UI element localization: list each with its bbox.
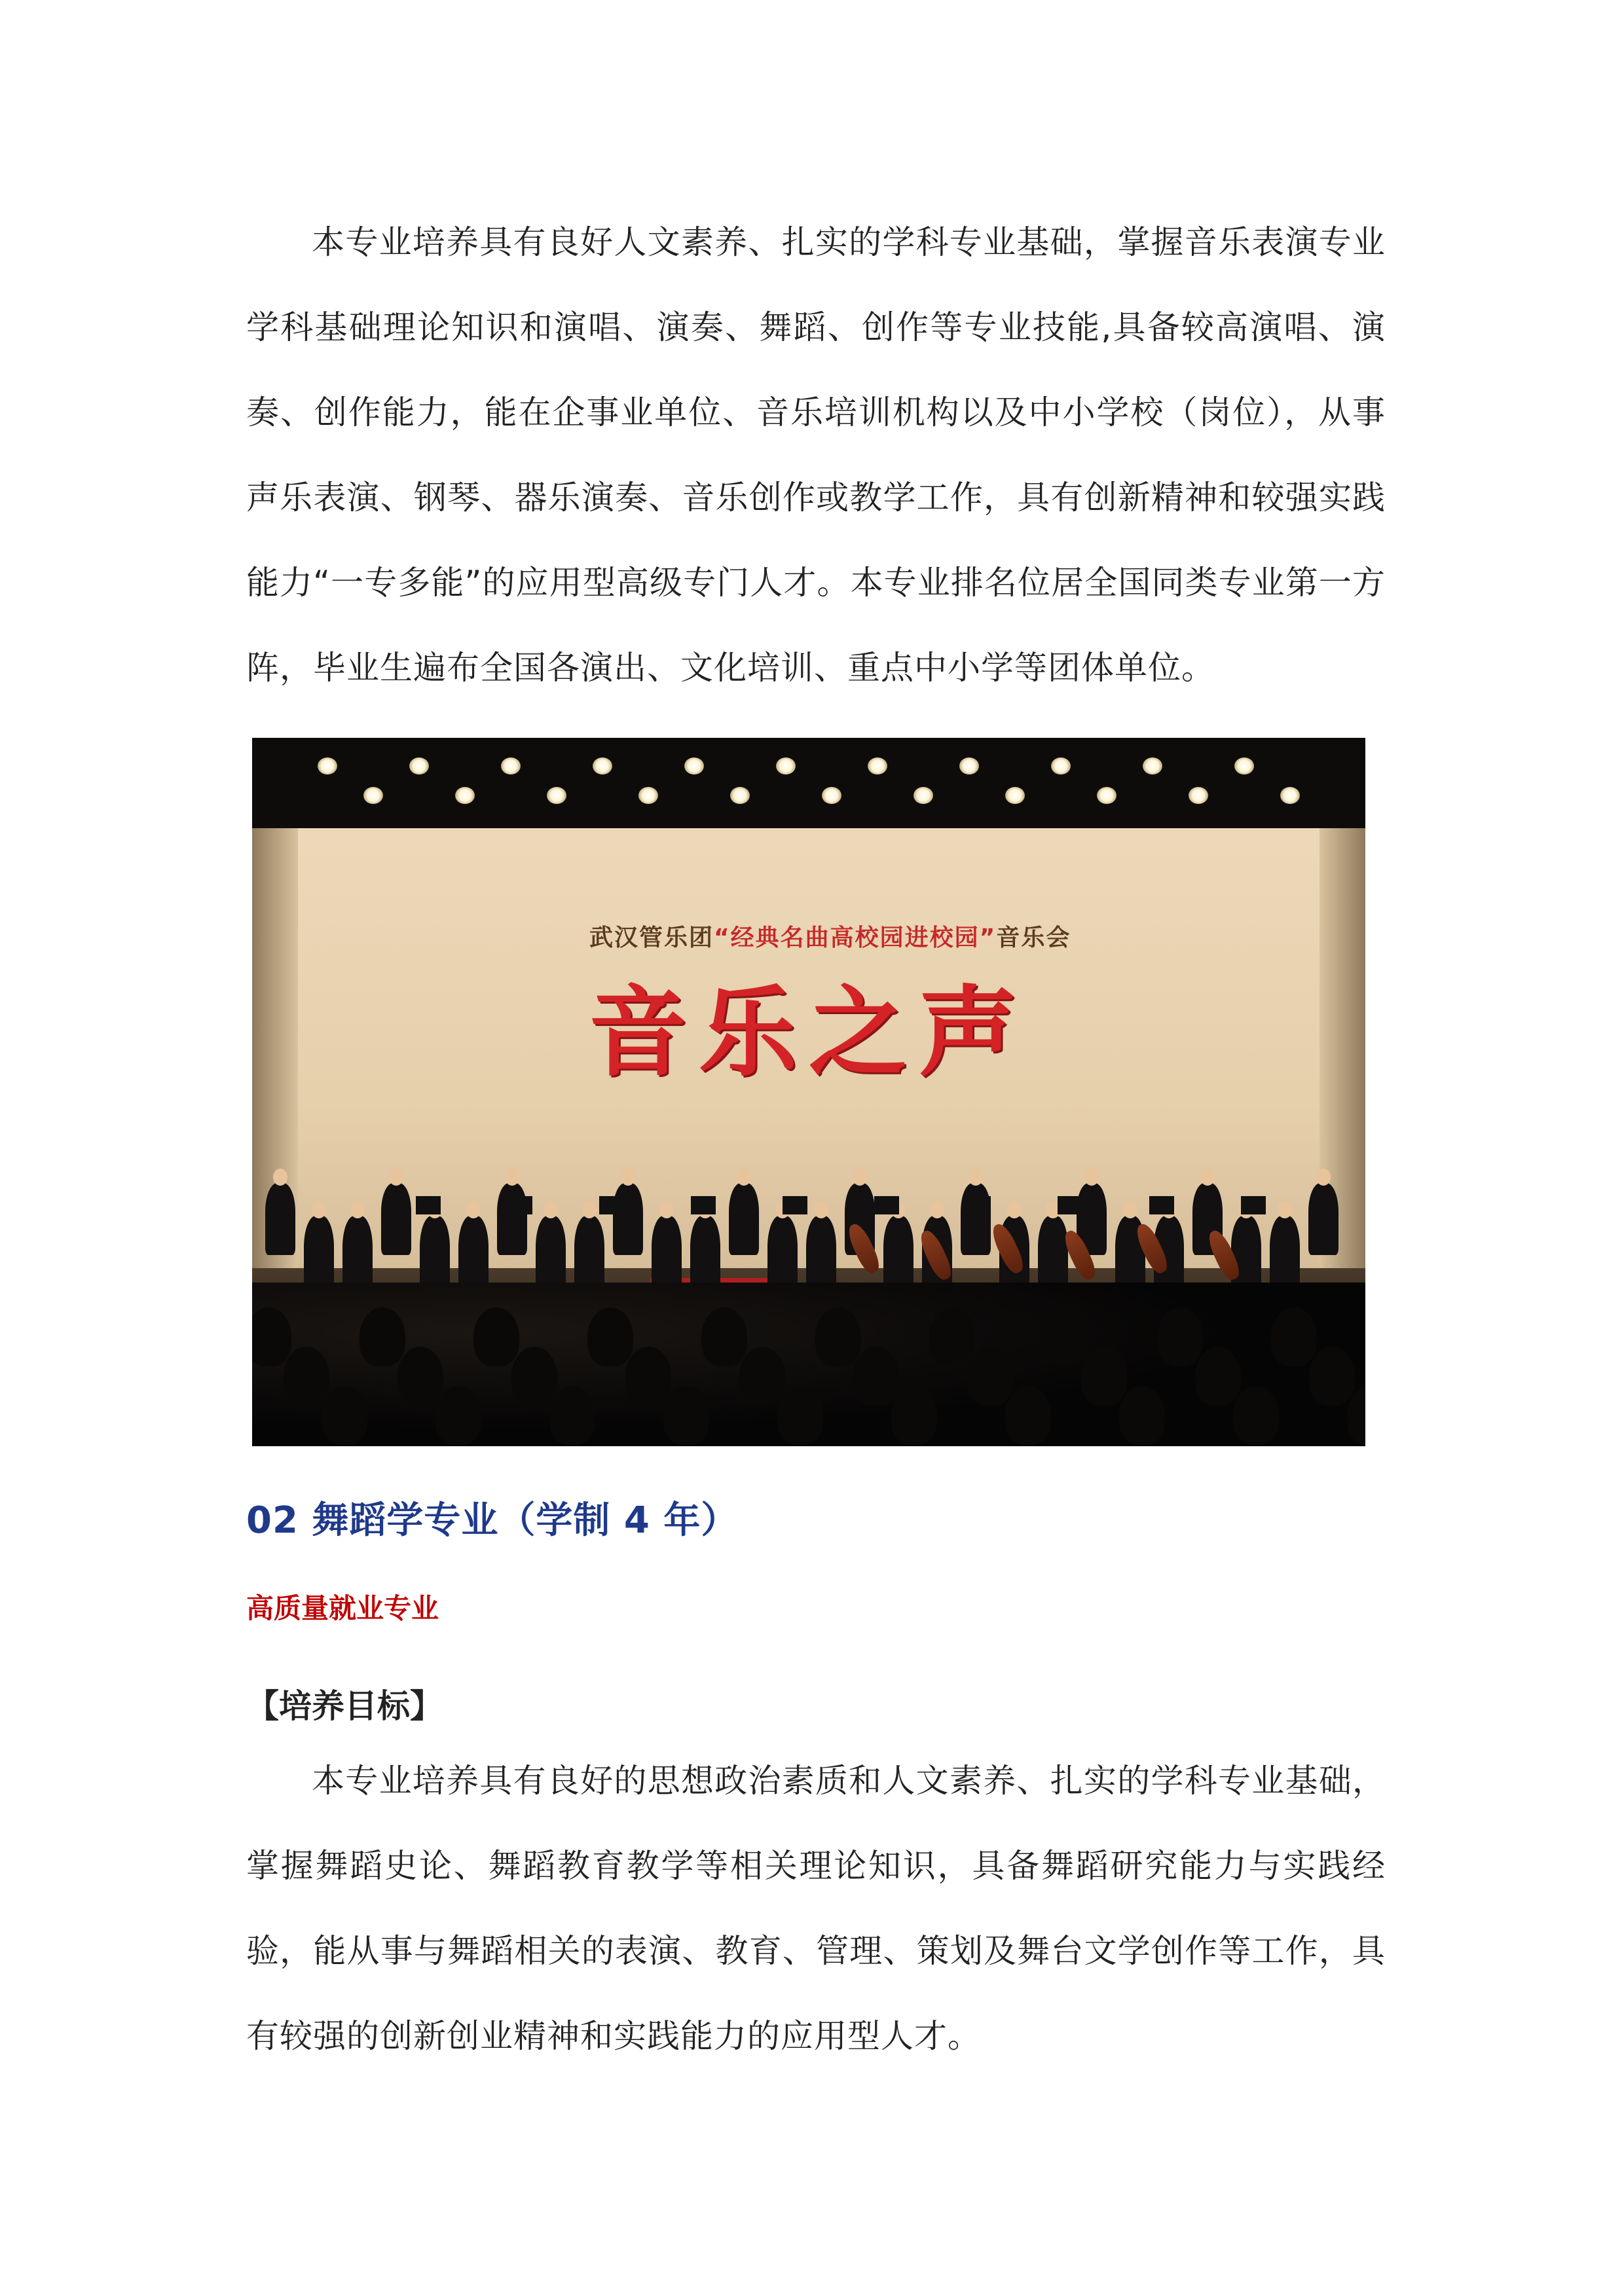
stage-light (501, 757, 521, 774)
stage-light (1005, 787, 1025, 804)
audience-head (663, 1386, 709, 1445)
stage-light (684, 757, 704, 774)
musician-face (466, 1201, 481, 1218)
stage-light (318, 757, 337, 774)
audience-head (1271, 1307, 1317, 1366)
musician (613, 1183, 643, 1255)
audience-head (284, 1347, 329, 1406)
musician-face (312, 1201, 326, 1218)
audience-head (891, 1386, 937, 1445)
music-stand (599, 1196, 624, 1214)
stage-light (913, 787, 933, 804)
stage-light (455, 787, 475, 804)
audience-head (777, 1386, 823, 1445)
stage-light (1143, 757, 1162, 774)
musician-face (273, 1169, 287, 1186)
musician-face (1278, 1201, 1292, 1218)
music-stand (783, 1196, 807, 1214)
banner-title: 音乐之声 (588, 975, 1029, 1090)
banner-orchestra-name: 武汉管乐团 (589, 924, 714, 951)
audience-head (1309, 1347, 1355, 1406)
musician (729, 1183, 759, 1255)
music-stand (691, 1196, 716, 1214)
stage-light (1234, 757, 1254, 774)
audience-head (625, 1347, 671, 1406)
stage-light (1189, 787, 1208, 804)
music-stand (1058, 1196, 1082, 1214)
audience-head (360, 1307, 405, 1366)
audience-head (1195, 1347, 1241, 1406)
audience-head (1119, 1386, 1165, 1445)
musician-face (969, 1169, 983, 1186)
music-stand (874, 1196, 899, 1214)
audience-head (322, 1386, 367, 1445)
musician-face (350, 1201, 365, 1218)
musician-face (1007, 1201, 1022, 1218)
music-stand (416, 1196, 441, 1214)
audience-head (701, 1307, 747, 1366)
audience-head (1157, 1307, 1203, 1366)
goal-label: 【培养目标】 (246, 1687, 443, 1725)
banner-concert: 音乐会 (996, 924, 1071, 951)
stage-light (409, 757, 429, 774)
stage-light (822, 787, 841, 804)
audience-head (549, 1386, 595, 1445)
musician-face (505, 1169, 519, 1186)
musician (265, 1183, 295, 1255)
stage-light (593, 757, 612, 774)
music-stand (966, 1196, 991, 1214)
stage-light (1097, 787, 1116, 804)
section-subheading: 高质量就业专业 (246, 1592, 439, 1624)
musician (497, 1183, 527, 1255)
audience-head (473, 1307, 519, 1366)
audience-head (929, 1307, 975, 1366)
musician (961, 1183, 991, 1255)
audience-head (1233, 1386, 1279, 1445)
stage-light (730, 787, 750, 804)
audience-head (815, 1307, 861, 1366)
banner-subtitle (589, 919, 1071, 952)
musician-face (544, 1201, 558, 1218)
musician-face (389, 1169, 403, 1186)
stage-light (959, 757, 979, 774)
audience-head (967, 1347, 1013, 1406)
stage-light (638, 787, 658, 804)
musician-face (1123, 1201, 1137, 1218)
music-stand (1149, 1196, 1174, 1214)
audience-head (1005, 1386, 1051, 1445)
musician (381, 1183, 411, 1255)
musician-face (621, 1169, 635, 1186)
audience-head (587, 1307, 633, 1366)
banner-quote: “经典名曲高校园进校园” (714, 924, 997, 951)
musician-face (930, 1201, 944, 1218)
audience-head (511, 1347, 557, 1406)
audience-head (739, 1347, 785, 1406)
musician-face (814, 1201, 828, 1218)
stage-light (868, 757, 887, 774)
musician (1308, 1183, 1338, 1255)
music-stand (507, 1196, 532, 1214)
musician-face (582, 1201, 597, 1218)
audience-head (1043, 1307, 1089, 1366)
audience-head (1081, 1347, 1127, 1406)
musician-face (1084, 1169, 1099, 1186)
music-stand (1241, 1196, 1266, 1214)
stage-light (547, 787, 566, 804)
audience-head (397, 1347, 443, 1406)
musician-face (1316, 1169, 1331, 1186)
stage-light (1280, 787, 1300, 804)
concert-photo (252, 738, 1365, 1446)
goal-paragraph: 本专业培养具有良好的思想政治素质和人文素养、扎实的学科专业基础，掌握舞蹈史论、舞蹈教育教学等相关理论知识，具备舞蹈研究能力与实践经验，能从事与舞蹈相关的表演、教育、管理、策划及舞台文学创作等工作，具有较强的创新创业精神和实践能力的应用型人才。 (246, 1762, 1386, 2055)
stage-light (363, 787, 383, 804)
musician-face (1200, 1169, 1215, 1186)
stage-light (776, 757, 796, 774)
intro-paragraph: 本专业培养具有良好人文素养、扎实的学科专业基础，掌握音乐表演专业学科基础理论知识和演唱、演奏、舞蹈、创作等专业技能,具备较高演唱、演奏、创作能力，能在企事业单位、音乐培训机构以及中小学校（岗位），从事声乐表演、钢琴、器乐演奏、音乐创作或教学工作，具有创新精神和较强实践能力“一专多能”的应用型高级专门人才。本专业排名位居全国同类专业第一方阵，毕业生遍布全国各演出、文化培训、重点中小学等团体单位。 (246, 223, 1386, 687)
musician-face (737, 1169, 751, 1186)
stage-light (1051, 757, 1071, 774)
audience-head (435, 1386, 481, 1445)
section-heading: 02 舞蹈学专业（学制 4 年） (246, 1499, 739, 1542)
musician-face (659, 1201, 674, 1218)
musician-face (853, 1169, 867, 1186)
audience-head (853, 1347, 899, 1406)
